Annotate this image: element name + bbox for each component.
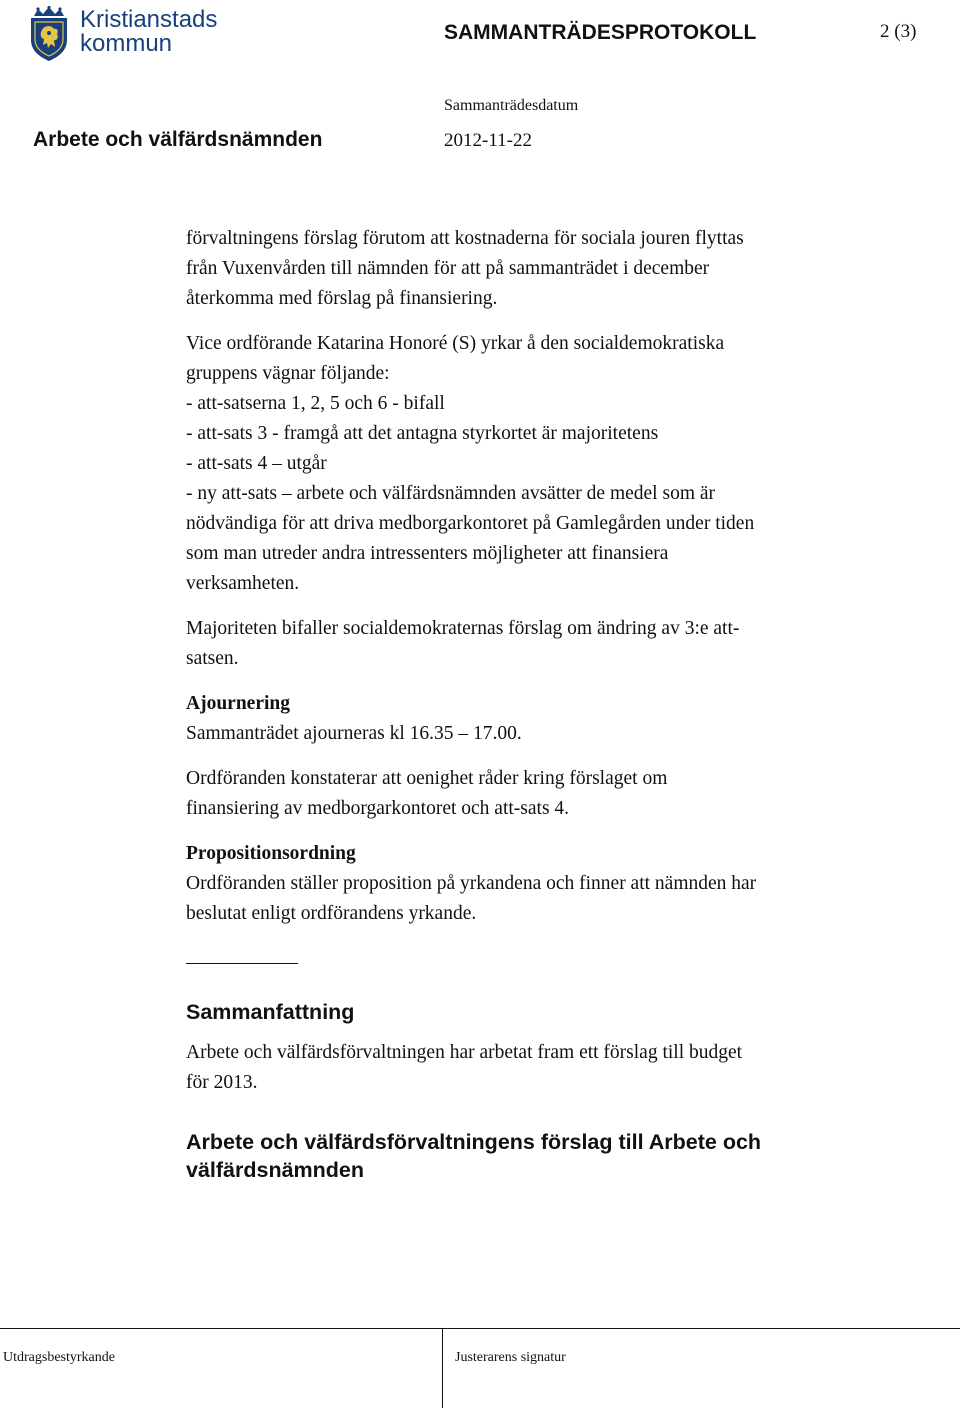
- minutes-body: [186, 224, 886, 929]
- logo-name-line-1: Kristianstads: [80, 6, 218, 33]
- footer-separator: [442, 1328, 443, 1408]
- document-title: SAMMANTRÄDESPROTOKOLL: [444, 21, 757, 44]
- majority-paragraph: [186, 614, 886, 674]
- proposal-heading: [186, 1128, 761, 1184]
- motion-line: gruppens vägnar följande:: [186, 363, 390, 384]
- majority-line: satsen.: [186, 648, 239, 669]
- summary-heading: Sammanfattning: [186, 1000, 355, 1024]
- intro-line: återkomma med förslag på finansiering.: [186, 288, 498, 309]
- motion-line: - ny att-sats – arbete och välfärdsnämnden avsätter de medel som är: [186, 483, 716, 504]
- page-number: 2 (3): [880, 21, 917, 42]
- adjuster-signature-label: Justerarens signatur: [455, 1350, 566, 1365]
- summary-paragraph: [186, 1038, 742, 1098]
- proposition-heading: Propositionsordning: [186, 843, 356, 864]
- proposal-heading-line: Arbete och välfärdsförvaltningens förslag till Arbete och: [186, 1130, 762, 1154]
- disagreement-paragraph: [186, 764, 886, 824]
- motion-line: - att-sats 3 - framgå att det antagna styrkortet är majoritetens: [186, 423, 659, 444]
- proposition-line: beslutat enligt ordförandens yrkande.: [186, 903, 477, 924]
- summary-line: för 2013.: [186, 1072, 258, 1093]
- proposal-heading-line: välfärdsnämnden: [186, 1158, 365, 1182]
- adjournment-heading: Ajournering: [186, 693, 290, 714]
- board-name: Arbete och välfärdsnämnden: [33, 128, 323, 151]
- disagreement-line: finansiering av medborgarkontoret och att-sats 4.: [186, 798, 570, 819]
- section-divider: [186, 963, 298, 964]
- logo-name-line-2: kommun: [80, 30, 173, 57]
- intro-line: förvaltningens förslag förutom att kostnaderna för sociala jouren flyttas: [186, 228, 744, 249]
- motion-line: Vice ordförande Katarina Honoré (S) yrkar å den socialdemokratiska: [186, 333, 725, 354]
- adjournment-text: Sammanträdet ajourneras kl 16.35 – 17.00.: [186, 723, 522, 744]
- footer-rule: [0, 1328, 960, 1329]
- proposition-line: Ordföranden ställer proposition på yrkandena och finner att nämnden har: [186, 873, 757, 894]
- proposition-section: [186, 839, 886, 929]
- motion-line: - att-satserna 1, 2, 5 och 6 - bifall: [186, 393, 445, 414]
- extract-certification-label: Utdragsbestyrkande: [3, 1350, 115, 1365]
- municipal-coat-of-arms-icon: [26, 6, 72, 62]
- intro-paragraph: [186, 224, 886, 314]
- motion-paragraph: [186, 329, 886, 599]
- meeting-date: 2012-11-22: [444, 130, 532, 151]
- summary-line: Arbete och välfärdsförvaltningen har arbetat fram ett förslag till budget: [186, 1042, 743, 1063]
- motion-line: nödvändiga för att driva medborgarkontoret på Gamlegården under tiden: [186, 513, 755, 534]
- adjournment-section: [186, 689, 886, 749]
- majority-line: Majoriteten bifaller socialdemokraternas förslag om ändring av 3:e att-: [186, 618, 740, 639]
- motion-line: - att-sats 4 – utgår: [186, 453, 327, 474]
- municipality-logo-name: [80, 8, 217, 56]
- intro-line: från Vuxenvården till nämnden för att på sammanträdet i december: [186, 258, 710, 279]
- meeting-date-label: Sammanträdesdatum: [444, 97, 579, 114]
- motion-line: verksamheten.: [186, 573, 300, 594]
- motion-line: som man utreder andra intressenters möjligheter att finansiera: [186, 543, 669, 564]
- disagreement-line: Ordföranden konstaterar att oenighet råder kring förslaget om: [186, 768, 668, 789]
